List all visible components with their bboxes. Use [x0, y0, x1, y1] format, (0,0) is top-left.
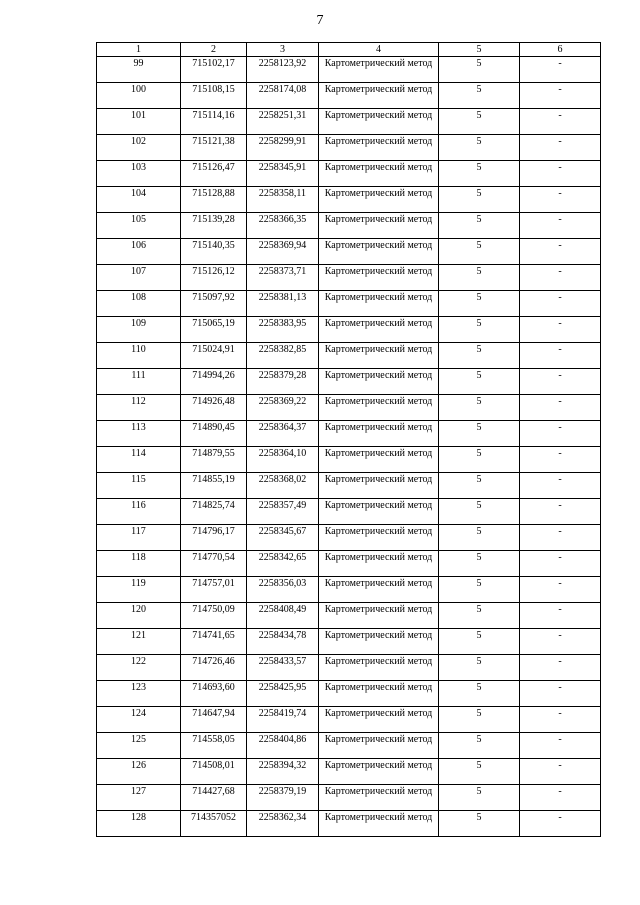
x-coordinate-cell: 714427,68: [181, 785, 247, 811]
accuracy-cell: 5: [439, 447, 520, 473]
x-coordinate-cell: 714647,94: [181, 707, 247, 733]
point-number-cell: 104: [97, 187, 181, 213]
x-coordinate-cell: 714726,46: [181, 655, 247, 681]
point-number-cell: 123: [97, 681, 181, 707]
y-coordinate-cell: 2258379,28: [247, 369, 319, 395]
point-number-cell: 115: [97, 473, 181, 499]
description-cell: -: [520, 83, 601, 109]
description-cell: -: [520, 577, 601, 603]
table-header: [97, 43, 601, 57]
table-row: [97, 785, 601, 811]
point-number-cell: 108: [97, 291, 181, 317]
table-row: [97, 759, 601, 785]
point-number-cell: 114: [97, 447, 181, 473]
method-cell: Картометрический метод: [319, 759, 439, 785]
header-row: [97, 43, 601, 57]
accuracy-cell: 5: [439, 395, 520, 421]
table-row: [97, 707, 601, 733]
description-cell: -: [520, 759, 601, 785]
point-number-cell: 122: [97, 655, 181, 681]
x-coordinate-cell: 714796,17: [181, 525, 247, 551]
table-row: [97, 733, 601, 759]
description-cell: -: [520, 369, 601, 395]
y-coordinate-cell: 2258404,86: [247, 733, 319, 759]
x-coordinate-cell: 715128,88: [181, 187, 247, 213]
y-coordinate-cell: 2258342,65: [247, 551, 319, 577]
table-row: [97, 577, 601, 603]
description-cell: -: [520, 161, 601, 187]
coordinates-table: [96, 42, 601, 837]
x-coordinate-cell: 714357052: [181, 811, 247, 837]
description-cell: -: [520, 317, 601, 343]
method-cell: Картометрический метод: [319, 499, 439, 525]
y-coordinate-cell: 2258394,32: [247, 759, 319, 785]
method-cell: Картометрический метод: [319, 577, 439, 603]
y-coordinate-cell: 2258433,57: [247, 655, 319, 681]
point-number-cell: 105: [97, 213, 181, 239]
table-row: [97, 551, 601, 577]
point-number-cell: 99: [97, 57, 181, 83]
point-number-cell: 120: [97, 603, 181, 629]
y-coordinate-cell: 2258369,22: [247, 395, 319, 421]
table-row: [97, 343, 601, 369]
x-coordinate-cell: 714757,01: [181, 577, 247, 603]
description-cell: -: [520, 239, 601, 265]
table-row: [97, 603, 601, 629]
accuracy-cell: 5: [439, 499, 520, 525]
x-coordinate-cell: 714770,54: [181, 551, 247, 577]
table-row: [97, 291, 601, 317]
accuracy-cell: 5: [439, 707, 520, 733]
x-coordinate-cell: 714879,55: [181, 447, 247, 473]
description-cell: -: [520, 291, 601, 317]
accuracy-cell: 5: [439, 109, 520, 135]
accuracy-cell: 5: [439, 421, 520, 447]
description-cell: -: [520, 421, 601, 447]
description-cell: -: [520, 213, 601, 239]
method-cell: Картометрический метод: [319, 733, 439, 759]
point-number-cell: 100: [97, 83, 181, 109]
x-coordinate-cell: 714825,74: [181, 499, 247, 525]
method-cell: Картометрический метод: [319, 343, 439, 369]
y-coordinate-cell: 2258373,71: [247, 265, 319, 291]
accuracy-cell: 5: [439, 603, 520, 629]
description-cell: -: [520, 395, 601, 421]
y-coordinate-cell: 2258364,10: [247, 447, 319, 473]
table-row: [97, 499, 601, 525]
table-row: [97, 161, 601, 187]
description-cell: -: [520, 57, 601, 83]
x-coordinate-cell: 715097,92: [181, 291, 247, 317]
point-number-cell: 113: [97, 421, 181, 447]
point-number-cell: 112: [97, 395, 181, 421]
description-cell: -: [520, 265, 601, 291]
method-cell: Картометрический метод: [319, 681, 439, 707]
table-row: [97, 811, 601, 837]
method-cell: Картометрический метод: [319, 187, 439, 213]
table-row: [97, 135, 601, 161]
point-number-cell: 107: [97, 265, 181, 291]
method-cell: Картометрический метод: [319, 239, 439, 265]
description-cell: -: [520, 473, 601, 499]
y-coordinate-cell: 2258356,03: [247, 577, 319, 603]
description-cell: -: [520, 135, 601, 161]
accuracy-cell: 5: [439, 759, 520, 785]
description-cell: -: [520, 187, 601, 213]
point-number-cell: 127: [97, 785, 181, 811]
y-coordinate-cell: 2258408,49: [247, 603, 319, 629]
table-row: [97, 525, 601, 551]
y-coordinate-cell: 2258251,31: [247, 109, 319, 135]
accuracy-cell: 5: [439, 239, 520, 265]
description-cell: -: [520, 655, 601, 681]
x-coordinate-cell: 715024,91: [181, 343, 247, 369]
method-cell: Картометрический метод: [319, 291, 439, 317]
method-cell: Картометрический метод: [319, 629, 439, 655]
y-coordinate-cell: 2258379,19: [247, 785, 319, 811]
table-row: [97, 655, 601, 681]
accuracy-cell: 5: [439, 655, 520, 681]
method-cell: Картометрический метод: [319, 395, 439, 421]
description-cell: -: [520, 499, 601, 525]
description-cell: -: [520, 629, 601, 655]
point-number-cell: 110: [97, 343, 181, 369]
x-coordinate-cell: 714558,05: [181, 733, 247, 759]
table-row: [97, 213, 601, 239]
x-coordinate-cell: 715102,17: [181, 57, 247, 83]
method-cell: Картометрический метод: [319, 811, 439, 837]
accuracy-cell: 5: [439, 213, 520, 239]
table-body: [97, 57, 601, 837]
header-cell-1: 1: [97, 43, 181, 57]
y-coordinate-cell: 2258434,78: [247, 629, 319, 655]
table-row: [97, 369, 601, 395]
description-cell: -: [520, 603, 601, 629]
point-number-cell: 117: [97, 525, 181, 551]
table-row: [97, 109, 601, 135]
y-coordinate-cell: 2258383,95: [247, 317, 319, 343]
method-cell: Картометрический метод: [319, 447, 439, 473]
description-cell: -: [520, 811, 601, 837]
x-coordinate-cell: 714926,48: [181, 395, 247, 421]
accuracy-cell: 5: [439, 265, 520, 291]
table-row: [97, 681, 601, 707]
method-cell: Картометрический метод: [319, 57, 439, 83]
accuracy-cell: 5: [439, 577, 520, 603]
y-coordinate-cell: 2258368,02: [247, 473, 319, 499]
point-number-cell: 103: [97, 161, 181, 187]
accuracy-cell: 5: [439, 629, 520, 655]
method-cell: Картометрический метод: [319, 707, 439, 733]
table-row: [97, 395, 601, 421]
accuracy-cell: 5: [439, 369, 520, 395]
table-row: [97, 187, 601, 213]
accuracy-cell: 5: [439, 525, 520, 551]
table-row: [97, 421, 601, 447]
description-cell: -: [520, 551, 601, 577]
accuracy-cell: 5: [439, 161, 520, 187]
x-coordinate-cell: 715108,15: [181, 83, 247, 109]
y-coordinate-cell: 2258364,37: [247, 421, 319, 447]
accuracy-cell: 5: [439, 317, 520, 343]
method-cell: Картометрический метод: [319, 525, 439, 551]
y-coordinate-cell: 2258369,94: [247, 239, 319, 265]
table-row: [97, 57, 601, 83]
y-coordinate-cell: 2258362,34: [247, 811, 319, 837]
method-cell: Картометрический метод: [319, 135, 439, 161]
table-row: [97, 265, 601, 291]
header-cell-5: 5: [439, 43, 520, 57]
description-cell: -: [520, 109, 601, 135]
point-number-cell: 125: [97, 733, 181, 759]
point-number-cell: 119: [97, 577, 181, 603]
x-coordinate-cell: 714693,60: [181, 681, 247, 707]
y-coordinate-cell: 2258366,35: [247, 213, 319, 239]
y-coordinate-cell: 2258381,13: [247, 291, 319, 317]
accuracy-cell: 5: [439, 473, 520, 499]
header-cell-4: 4: [319, 43, 439, 57]
y-coordinate-cell: 2258299,91: [247, 135, 319, 161]
x-coordinate-cell: 714994,26: [181, 369, 247, 395]
accuracy-cell: 5: [439, 135, 520, 161]
y-coordinate-cell: 2258358,11: [247, 187, 319, 213]
description-cell: -: [520, 707, 601, 733]
point-number-cell: 102: [97, 135, 181, 161]
table-row: [97, 447, 601, 473]
description-cell: -: [520, 447, 601, 473]
x-coordinate-cell: 714750,09: [181, 603, 247, 629]
y-coordinate-cell: 2258345,91: [247, 161, 319, 187]
y-coordinate-cell: 2258419,74: [247, 707, 319, 733]
accuracy-cell: 5: [439, 343, 520, 369]
x-coordinate-cell: 715114,16: [181, 109, 247, 135]
method-cell: Картометрический метод: [319, 213, 439, 239]
point-number-cell: 106: [97, 239, 181, 265]
y-coordinate-cell: 2258123,92: [247, 57, 319, 83]
x-coordinate-cell: 714741,65: [181, 629, 247, 655]
method-cell: Картометрический метод: [319, 785, 439, 811]
point-number-cell: 121: [97, 629, 181, 655]
method-cell: Картометрический метод: [319, 603, 439, 629]
point-number-cell: 126: [97, 759, 181, 785]
method-cell: Картометрический метод: [319, 655, 439, 681]
accuracy-cell: 5: [439, 733, 520, 759]
method-cell: Картометрический метод: [319, 551, 439, 577]
point-number-cell: 109: [97, 317, 181, 343]
header-cell-6: 6: [520, 43, 601, 57]
x-coordinate-cell: 714508,01: [181, 759, 247, 785]
method-cell: Картометрический метод: [319, 421, 439, 447]
y-coordinate-cell: 2258357,49: [247, 499, 319, 525]
description-cell: -: [520, 681, 601, 707]
method-cell: Картометрический метод: [319, 265, 439, 291]
point-number-cell: 118: [97, 551, 181, 577]
accuracy-cell: 5: [439, 83, 520, 109]
description-cell: -: [520, 525, 601, 551]
y-coordinate-cell: 2258345,67: [247, 525, 319, 551]
x-coordinate-cell: 714855,19: [181, 473, 247, 499]
method-cell: Картометрический метод: [319, 161, 439, 187]
point-number-cell: 101: [97, 109, 181, 135]
accuracy-cell: 5: [439, 187, 520, 213]
description-cell: -: [520, 343, 601, 369]
accuracy-cell: 5: [439, 811, 520, 837]
y-coordinate-cell: 2258382,85: [247, 343, 319, 369]
point-number-cell: 124: [97, 707, 181, 733]
point-number-cell: 111: [97, 369, 181, 395]
header-cell-2: 2: [181, 43, 247, 57]
point-number-cell: 116: [97, 499, 181, 525]
table-row: [97, 473, 601, 499]
accuracy-cell: 5: [439, 785, 520, 811]
y-coordinate-cell: 2258174,08: [247, 83, 319, 109]
x-coordinate-cell: 715140,35: [181, 239, 247, 265]
x-coordinate-cell: 715065,19: [181, 317, 247, 343]
accuracy-cell: 5: [439, 57, 520, 83]
method-cell: Картометрический метод: [319, 369, 439, 395]
description-cell: -: [520, 785, 601, 811]
method-cell: Картометрический метод: [319, 109, 439, 135]
accuracy-cell: 5: [439, 681, 520, 707]
x-coordinate-cell: 715126,12: [181, 265, 247, 291]
y-coordinate-cell: 2258425,95: [247, 681, 319, 707]
x-coordinate-cell: 715121,38: [181, 135, 247, 161]
x-coordinate-cell: 714890,45: [181, 421, 247, 447]
x-coordinate-cell: 715126,47: [181, 161, 247, 187]
method-cell: Картометрический метод: [319, 317, 439, 343]
table-row: [97, 317, 601, 343]
method-cell: Картометрический метод: [319, 83, 439, 109]
accuracy-cell: 5: [439, 551, 520, 577]
header-cell-3: 3: [247, 43, 319, 57]
description-cell: -: [520, 733, 601, 759]
table-row: [97, 239, 601, 265]
table-row: [97, 629, 601, 655]
x-coordinate-cell: 715139,28: [181, 213, 247, 239]
table-row: [97, 83, 601, 109]
accuracy-cell: 5: [439, 291, 520, 317]
point-number-cell: 128: [97, 811, 181, 837]
method-cell: Картометрический метод: [319, 473, 439, 499]
page-number: 7: [316, 13, 324, 28]
